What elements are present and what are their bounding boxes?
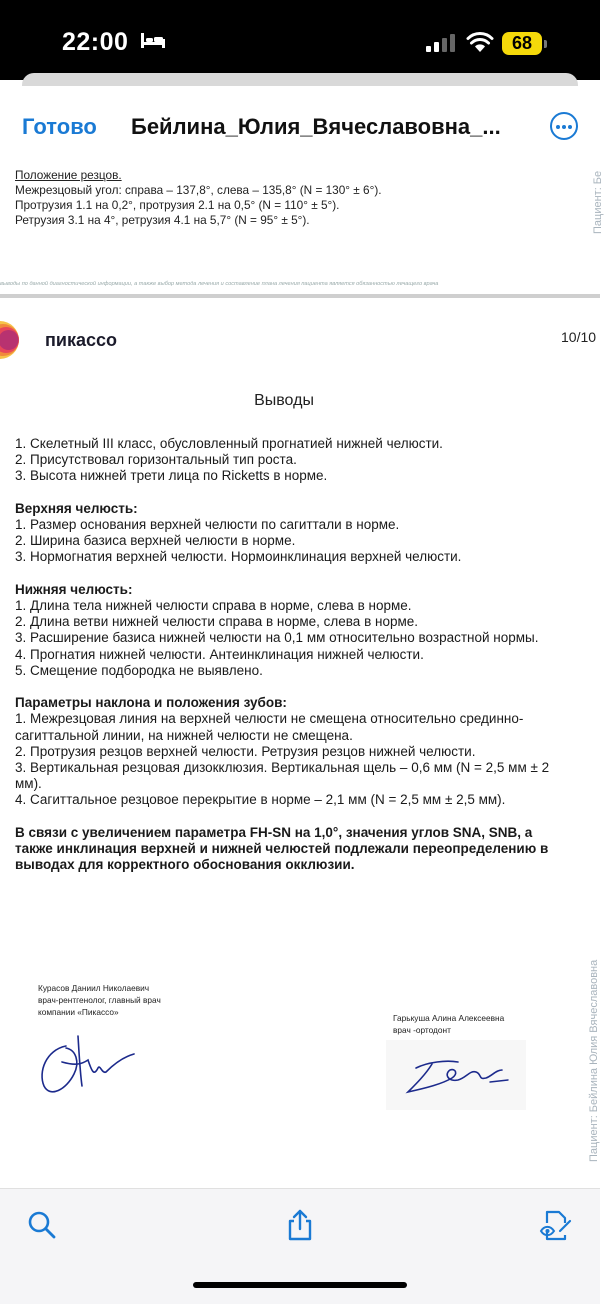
sleep-focus-icon [140, 30, 166, 50]
signer-right [393, 1012, 504, 1036]
conclusion-item: 2. Присутствовал горизонтальный тип роста. [15, 452, 297, 468]
teeth-item: 4. Сагиттальное резцовое перекрытие в норме – 2,1 мм (N = 2,5 мм ± 2,5 мм). [15, 792, 506, 808]
previous-page [0, 162, 604, 294]
navigation-bar [0, 86, 600, 162]
final-note: В связи с увеличением параметра FH-SN на 1,0°, значения углов SNA, SNB, а также инклинация верхней и нижней челюстей подлежали переопределению в выводах для корректного обоснования окклюзии. [15, 824, 549, 873]
conclusions-body [15, 436, 570, 873]
document-title: Бейлина_Юлия_Вячеславовна_... [131, 114, 501, 139]
teeth-item: 1. Межрезцовая линия на верхней челюсти не смещена относительно срединно-сагиттальной линии, на нижней челюсти не смещена. [15, 711, 524, 743]
lower-jaw-item: 2. Длина ветви нижней челюсти справа в норме, слева в норме. [15, 614, 419, 630]
bottom-toolbar [0, 1188, 600, 1304]
share-icon[interactable] [284, 1209, 316, 1241]
signature-left-image [36, 1028, 146, 1100]
conclusion-item: 3. Высота нижней трети лица по Ricketts в норме. [15, 468, 328, 484]
home-indicator [193, 1282, 407, 1288]
page-number: 10/10 [561, 329, 597, 345]
lower-jaw-item: 5. Смещение подбородка не выявлено. [15, 662, 263, 678]
status-time: 22:00 [62, 28, 129, 56]
signer-right-role: врач -ортодонт [393, 1025, 451, 1035]
signer-right-name: Гарькуша Алина Алексеевна [393, 1013, 505, 1023]
status-bar [0, 0, 600, 80]
cellular-signal-icon [426, 33, 458, 53]
conclusion-item: 1. Скелетный III класс, обусловленный прогнатией нижней челюсти. [15, 436, 443, 451]
more-dot [562, 125, 566, 129]
signer-left-company: компании «Пикассо» [38, 1007, 119, 1017]
page-title: Выводы [254, 392, 314, 409]
upper-jaw-item: 1. Размер основания верхней челюсти по сагиттали в норме. [15, 517, 400, 532]
incisor-line: Протрузия 1.1 на 0,2°, протрузия 2.1 на 0,5° (N = 110° ± 5°). [15, 198, 340, 212]
battery-indicator: 68 [502, 32, 542, 55]
teeth-heading: Параметры наклона и положения зубов: [15, 695, 287, 711]
signature-right-image [386, 1040, 526, 1110]
incisor-line: Ретрузия 3.1 на 4°, ретрузия 4.1 на 5,7° (N = 95° ± 5°). [15, 213, 310, 227]
incisor-position-block [15, 168, 382, 228]
patient-side-label: Пациент: Бейлина Юлия Вячеславовна [588, 959, 600, 1162]
lower-jaw-item: 4. Прогнатия нижней челюсти. Антеинклинация нижней челюсти. [15, 646, 424, 662]
disclaimer-footer: выводы по данной диагностической информации, а также выбор метода лечения и составление плана лечения пациента является обязанностью лечащего врача [0, 281, 439, 287]
battery-tip [544, 40, 547, 48]
upper-jaw-item: 3. Нормогнатия верхней челюсти. Нормоинклинация верхней челюсти. [15, 549, 462, 565]
signer-left [38, 982, 161, 1018]
more-dot [556, 125, 560, 129]
more-options-button[interactable] [550, 112, 578, 140]
report-page [0, 298, 600, 1188]
markup-icon[interactable] [540, 1209, 572, 1241]
search-icon[interactable] [26, 1209, 58, 1241]
teeth-item: 3. Вертикальная резцовая дизокклюзия. Вертикальная щель – 0,6 мм (N = 2,5 мм ± 2 мм). [15, 760, 550, 792]
upper-jaw-item: 2. Ширина базиса верхней челюсти в норме. [15, 533, 296, 549]
signer-left-name: Курасов Даниил Николаевич [38, 983, 150, 993]
picasso-logo-icon [0, 320, 28, 360]
document-viewer[interactable] [0, 162, 604, 1188]
incisor-line: Межрезцовый угол: справа – 137,8°, слева – 135,8° (N = 130° ± 6°). [15, 183, 382, 197]
done-button[interactable]: Готово [22, 114, 97, 139]
upper-jaw-heading: Верхняя челюсть: [15, 500, 138, 516]
lower-jaw-heading: Нижняя челюсть: [15, 581, 133, 597]
signer-left-role: врач-рентгенолог, главный врач [38, 995, 161, 1005]
lower-jaw-item: 1. Длина тела нижней челюсти справа в норме, слева в норме. [15, 598, 412, 613]
brand-name: пикассо [45, 330, 117, 350]
teeth-item: 2. Протрузия резцов верхней челюсти. Ретрузия резцов нижней челюсти. [15, 743, 476, 759]
more-dot [568, 125, 572, 129]
patient-side-label: Пациент: Бе [592, 170, 604, 234]
lower-jaw-item: 3. Расширение базиса нижней челюсти на 0,1 мм относительно возрастной нормы. [15, 630, 539, 646]
incisor-heading: Положение резцов. [15, 168, 122, 182]
wifi-icon [466, 31, 494, 53]
